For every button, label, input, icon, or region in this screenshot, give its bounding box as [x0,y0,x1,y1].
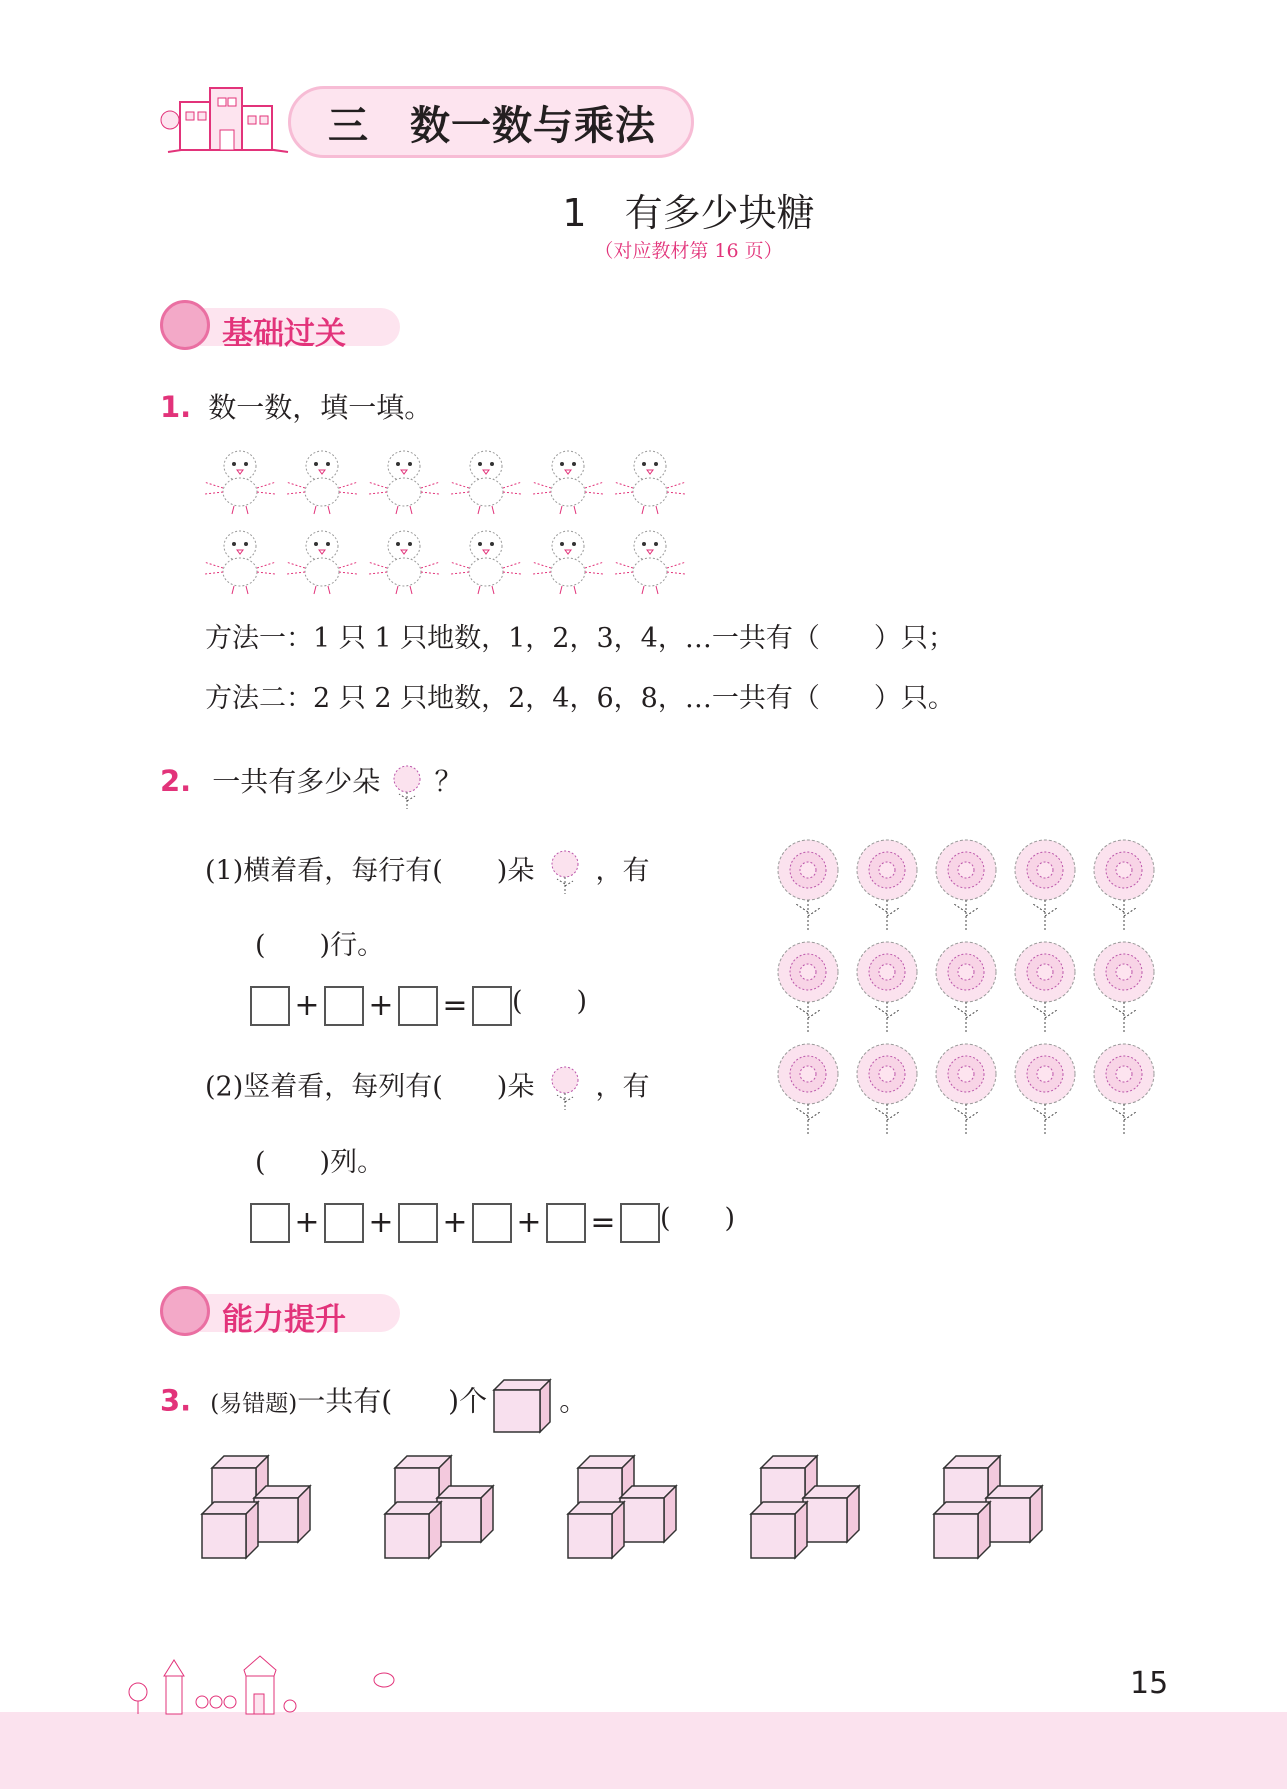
answer-box[interactable] [324,986,364,1026]
rose-icon [1015,840,1075,930]
chick-icon [614,451,686,514]
chick-icon [450,531,522,594]
cube-illustrations [200,1454,1100,1574]
cube-group [202,1456,310,1558]
question-2-part-1: (1)横着看，每行有( )朵 ，有 [205,848,650,896]
question-2-part-2-cols: ( )列。 [255,1147,385,1178]
chick-icon [368,531,440,594]
rose-icon [543,848,587,896]
chick-icon [450,451,522,514]
school-building-icon [158,80,298,160]
chapter-banner [158,80,698,160]
answer-box[interactable] [472,986,512,1026]
rose-icon [1094,1044,1154,1134]
lesson-reference: （对应教材第 16 页） [594,240,783,262]
answer-box[interactable] [472,1203,512,1243]
rose-icon [385,763,429,811]
answer-box[interactable] [250,1203,290,1243]
question-1-prompt: 数一数，填一填。 [208,391,433,424]
footer-town-icon [120,1646,340,1716]
answer-box[interactable] [250,986,290,1026]
rose-icon [1015,942,1075,1032]
chick-icon [286,531,358,594]
rose-icon [936,1044,996,1134]
cartoon-face-icon [160,300,210,350]
rose-icon [778,840,838,930]
footer-band [0,1712,1287,1789]
chick-icon [286,451,358,514]
cartoon-face-icon [160,1286,210,1336]
chick-icon [614,531,686,594]
answer-box[interactable] [398,1203,438,1243]
equation-row-1: + + = ( ) [250,979,587,1026]
chick-icon [368,451,440,514]
rose-icon [1094,942,1154,1032]
rose-icon [857,840,917,930]
question-2-part-2: (2)竖着看，每列有( )朵 ，有 [205,1064,650,1112]
answer-box[interactable] [324,1203,364,1243]
rose-icon [1015,1044,1075,1134]
chick-grid [200,442,692,606]
cube-group [568,1456,676,1558]
chick-illustrations [200,442,692,602]
rose-icon [936,840,996,930]
chick-icon [204,531,276,594]
equation-row-2: + + + + = ( ) [250,1196,735,1243]
question-1-heading: 1. 数一数，填一填。 [160,390,433,424]
rose-grid [770,838,1165,1148]
cube-group [934,1456,1042,1558]
answer-box[interactable] [546,1203,586,1243]
lesson-title: 1 有多少块糖 [562,191,815,235]
question-2-heading: 2. 一共有多少朵 ？ [160,760,463,811]
question-1-method-2: 方法二：2 只 2 只地数，2，4，6，8，…一共有（ ）只。 [205,683,955,714]
rose-icon [778,942,838,1032]
cube-groups [200,1454,1100,1574]
cube-group [751,1456,859,1558]
cube-group [385,1456,493,1558]
rose-icon [857,1044,917,1134]
rose-icon [936,942,996,1032]
small-cloud-icon [372,1670,396,1690]
question-3-prompt: 一共有( )个 [297,1384,488,1418]
answer-box[interactable] [620,1203,660,1243]
rose-icon [857,942,917,1032]
answer-box[interactable] [398,986,438,1026]
page-number: 15 [1130,1666,1169,1701]
chick-icon [532,531,604,594]
question-2-part-1-rows: ( )行。 [255,930,385,961]
question-2-prompt: 一共有多少朵 [212,765,381,798]
question-3-tag: (易错题) [210,1390,298,1417]
question-1-method-1: 方法一：1 只 1 只地数，1，2，3，4，…一共有（ ）只； [205,623,955,654]
rose-icon [543,1064,587,1112]
rose-icon [778,1044,838,1134]
question-3-heading: 3. (易错题)一共有( )个 。 [160,1376,587,1436]
cube-icon [492,1376,554,1436]
rose-icon [1094,840,1154,930]
chick-icon [204,451,276,514]
rose-illustrations [770,838,1165,1144]
chick-icon [532,451,604,514]
chapter-title: 三 数一数与乘法 [328,103,656,149]
